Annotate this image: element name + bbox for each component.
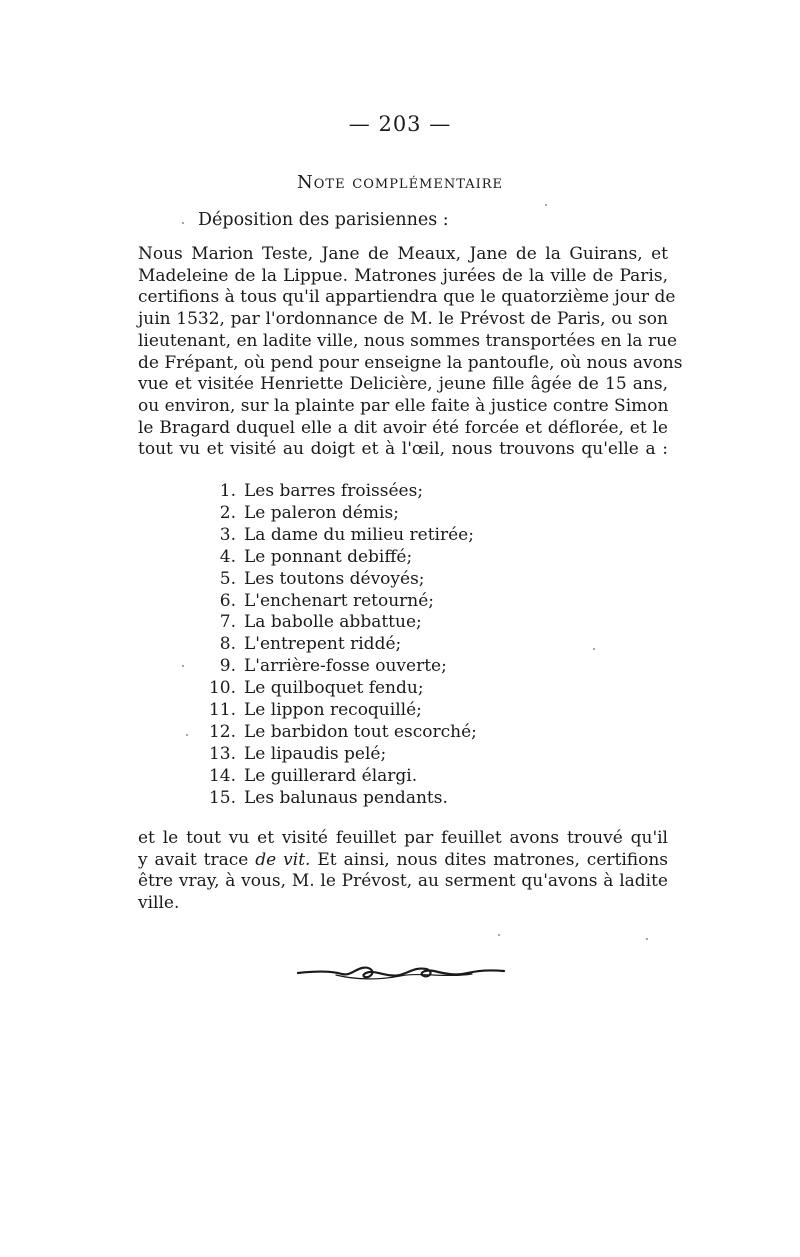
- list-item: [196, 656, 477, 678]
- line-text: Et ainsi, nous dites matrones, certifions: [317, 849, 669, 870]
- list-item: [196, 744, 477, 766]
- list-item-number: 6.: [219, 590, 236, 611]
- list-item: [196, 591, 477, 613]
- ink-speck: [593, 648, 595, 650]
- list-item: [196, 525, 477, 547]
- list-item-text: Le lippon recoquillé;: [244, 700, 422, 721]
- paragraph-line: [138, 850, 668, 872]
- paragraph-line: ville.: [138, 893, 180, 914]
- list-item-text: Le lipaudis pelé;: [244, 743, 387, 764]
- paragraph-line: Madeleine de la Lippue. Matrones jurées de la ville de Paris,: [138, 265, 668, 286]
- list-item-text: L'enchenart retourné;: [244, 590, 435, 611]
- list-item-text: Les toutons dévoyés;: [244, 568, 425, 589]
- list-item-number: 4.: [219, 546, 236, 567]
- list-item-text: Le quilboquet fendu;: [244, 678, 424, 699]
- list-item: [196, 788, 477, 810]
- list-item: [196, 634, 477, 656]
- ink-speck: [186, 734, 188, 736]
- paragraph-line: lieutenant, en ladite ville, nous sommes transportées en la rue: [138, 330, 678, 351]
- list-item-number: 7.: [219, 612, 236, 633]
- list-item: [196, 678, 477, 700]
- list-item: [196, 547, 477, 569]
- list-item-number: 11.: [208, 700, 236, 721]
- list-item-number: 10.: [208, 678, 236, 699]
- list-item-number: 2.: [219, 502, 236, 523]
- list-item: [196, 612, 477, 634]
- list-item-number: 8.: [219, 634, 236, 655]
- paragraph-line: être vray, à vous, M. le Prévost, au serment qu'avons à ladite: [138, 871, 668, 892]
- list-item-text: Le paleron démis;: [244, 502, 399, 523]
- list-item-number: 9.: [219, 656, 236, 677]
- paragraph-line: Nous Marion Teste, Jane de Meaux, Jane de la Guirans, et: [138, 244, 668, 264]
- list-item: [196, 766, 477, 788]
- conclusion-paragraph: [138, 828, 668, 915]
- section-title: Note complémentaire: [296, 172, 503, 193]
- ink-speck: [646, 938, 648, 940]
- paragraph-line: ou environ, sur la plainte par elle faite à justice contre Simon: [138, 395, 669, 416]
- ink-speck: [182, 665, 184, 667]
- list-item-text: La babolle abbattue;: [244, 612, 422, 633]
- ink-speck: [498, 934, 500, 936]
- paragraph-line: le Bragard duquel elle a dit avoir été forcée et déflorée, et le: [138, 417, 668, 438]
- list-item-text: Les balunaus pendants.: [244, 787, 448, 808]
- ink-speck: [545, 204, 547, 206]
- list-item-text: L'arrière-fosse ouverte;: [244, 656, 447, 677]
- list-item-text: Les barres froissées;: [244, 481, 424, 501]
- list-item-text: Le ponnant debiffé;: [244, 546, 413, 567]
- findings-list: [196, 481, 477, 810]
- paragraph-line: juin 1532, par l'ordonnance de M. le Prévost de Paris, ou son: [138, 309, 668, 330]
- line-text: y avait trace: [138, 849, 249, 870]
- page-number: — 203 —: [348, 112, 452, 136]
- list-item-number: 1.: [219, 481, 236, 501]
- list-item: [196, 569, 477, 591]
- list-item-text: Le barbidon tout escorché;: [244, 721, 477, 742]
- list-item-number: 13.: [208, 743, 236, 764]
- intro-line: Déposition des parisiennes :: [198, 210, 449, 230]
- list-item-text: La dame du milieu retirée;: [244, 524, 474, 545]
- list-item: [196, 481, 477, 503]
- list-item: [196, 503, 477, 525]
- paragraph-line: certifions à tous qu'il appartiendra que le quatorzième jour de: [138, 287, 676, 308]
- list-item: [196, 722, 477, 744]
- list-item: [196, 700, 477, 722]
- paragraph-line: tout vu et visité au doigt et à l'œil, nous trouvons qu'elle a :: [138, 439, 668, 460]
- list-item-number: 15.: [208, 787, 236, 808]
- paragraph-line: de Frépant, où pend pour enseigne la pantoufle, où nous avons: [138, 352, 683, 373]
- list-item-number: 3.: [219, 524, 236, 545]
- italic-phrase: de vit.: [255, 849, 311, 870]
- list-item-number: 14.: [208, 765, 236, 786]
- list-item-text: L'entrepent riddé;: [244, 634, 402, 655]
- paragraph-line: vue et visitée Henriette Delicière, jeune fille âgée de 15 ans,: [138, 374, 668, 395]
- list-item-number: 12.: [208, 721, 236, 742]
- list-item-number: 5.: [219, 568, 236, 589]
- list-item-text: Le guillerard élargi.: [244, 765, 418, 786]
- ink-speck: [182, 222, 184, 224]
- flourish-ornament: [296, 958, 506, 988]
- deposition-paragraph: [138, 244, 683, 461]
- paragraph-line: et le tout vu et visité feuillet par feuillet avons trouvé qu'il: [138, 828, 668, 848]
